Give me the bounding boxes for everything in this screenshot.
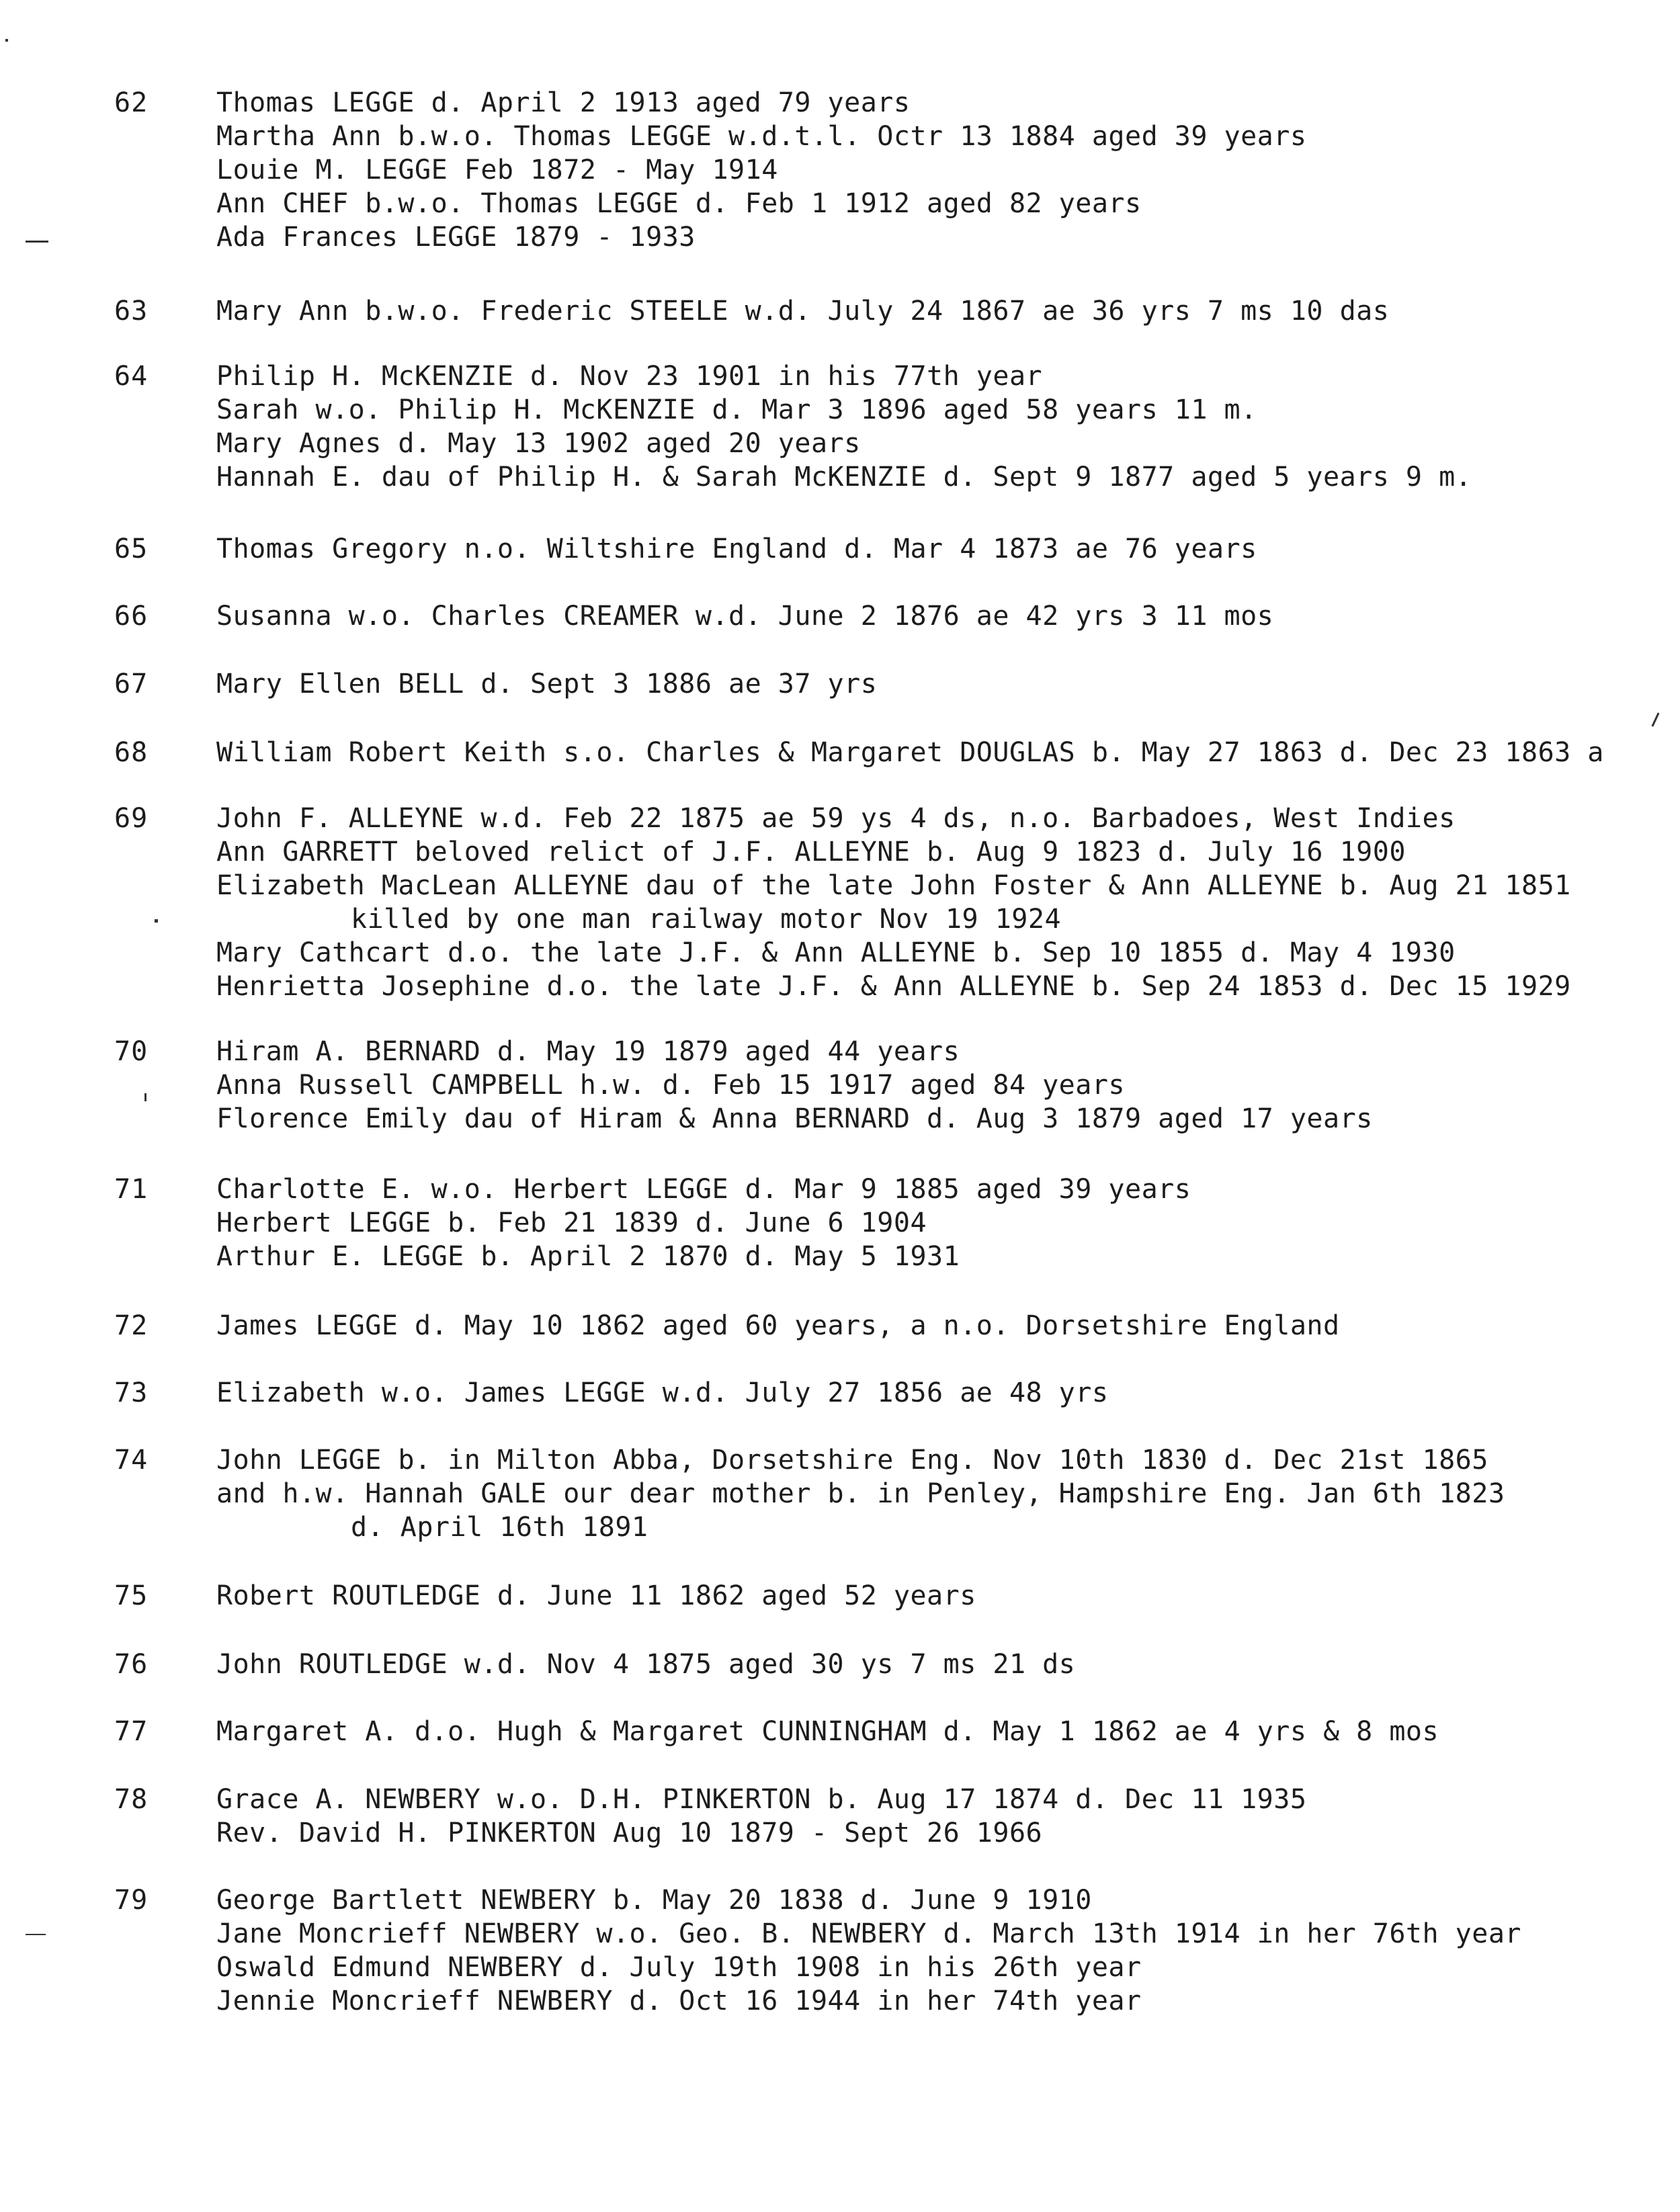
entry-line: Louie M. LEGGE Feb 1872 - May 1914 (216, 155, 778, 185)
entry-number: 67 (114, 669, 149, 699)
entry-lines (216, 802, 1571, 1003)
entry-line: Hiram A. BERNARD d. May 19 1879 aged 44 years (216, 1036, 960, 1067)
entry-line: and h.w. Hannah GALE our dear mother b. in Penley, Hampshire Eng. Jan 6th 1823 (216, 1478, 1505, 1509)
entry-line: Ada Frances LEGGE 1879 - 1933 (216, 222, 696, 253)
entry-line: Charlotte E. w.o. Herbert LEGGE d. Mar 9 1885 aged 39 years (216, 1174, 1191, 1205)
entry-lines (216, 1443, 1505, 1544)
entry-line: Ann CHEF b.w.o. Thomas LEGGE d. Feb 1 1912 aged 82 years (216, 188, 1142, 219)
entry-line: Oswald Edmund NEWBERY d. July 19th 1908 in his 26th year (216, 1952, 1142, 1983)
entry-number: 62 (114, 87, 149, 118)
entry-line: Elizabeth w.o. James LEGGE w.d. July 27 1856 ae 48 yrs (216, 1377, 1109, 1408)
scan-mark (5, 39, 8, 42)
entry-number: 69 (114, 803, 149, 834)
entry-line: Martha Ann b.w.o. Thomas LEGGE w.d.t.l. Octr 13 1884 aged 39 years (216, 121, 1307, 152)
entry-line: Mary Ann b.w.o. Frederic STEELE w.d. July 24 1867 ae 36 yrs 7 ms 10 das (216, 296, 1390, 327)
entry-line: Arthur E. LEGGE b. April 2 1870 d. May 5 1931 (216, 1241, 960, 1272)
entry-number: 75 (114, 1580, 149, 1611)
entry-line: John F. ALLEYNE w.d. Feb 22 1875 ae 59 ys 4 ds, n.o. Barbadoes, West Indies (216, 803, 1456, 834)
entry-line: Hannah E. dau of Philip H. & Sarah McKENZIE d. Sept 9 1877 aged 5 years 9 m. (216, 462, 1472, 493)
entry-number: 65 (114, 534, 149, 564)
entry-line: Mary Agnes d. May 13 1902 aged 20 years (216, 428, 861, 459)
entry-number: 71 (114, 1174, 149, 1205)
entry-number: 72 (114, 1310, 149, 1341)
entry-lines (216, 1579, 976, 1613)
scan-mark (26, 1934, 46, 1935)
entry-line: Ann GARRETT beloved relict of J.F. ALLEYNE b. Aug 9 1823 d. July 16 1900 (216, 837, 1406, 867)
entry-number: 66 (114, 601, 149, 632)
entry-lines (216, 1309, 1340, 1343)
entry-line: Rev. David H. PINKERTON Aug 10 1879 - Sept 26 1966 (216, 1818, 1043, 1848)
entry-number: 70 (114, 1036, 149, 1067)
entry-line: Margaret A. d.o. Hugh & Margaret CUNNINGHAM d. May 1 1862 ae 4 yrs & 8 mos (216, 1716, 1439, 1747)
entry-number: 64 (114, 361, 149, 392)
entry-lines (216, 294, 1389, 328)
entry-line: Grace A. NEWBERY w.o. D.H. PINKERTON b. Aug 17 1874 d. Dec 11 1935 (216, 1784, 1307, 1815)
scan-mark (26, 241, 48, 243)
entry-line: Elizabeth MacLean ALLEYNE dau of the late John Foster & Ann ALLEYNE b. Aug 21 1851 (216, 870, 1571, 901)
entry-line: Susanna w.o. Charles CREAMER w.d. June 2 1876 ae 42 yrs 3 11 mos (216, 601, 1274, 632)
entry-line: Thomas LEGGE d. April 2 1913 aged 79 years (216, 87, 911, 118)
entry-number: 74 (114, 1445, 149, 1476)
entry-line: Robert ROUTLEDGE d. June 11 1862 aged 52 years (216, 1580, 976, 1611)
entry-lines (216, 1173, 1191, 1273)
entry-line: George Bartlett NEWBERY b. May 20 1838 d. June 9 1910 (216, 1885, 1092, 1916)
entry-lines (216, 667, 877, 701)
scan-mark (1651, 712, 1659, 726)
entry-line: Mary Cathcart d.o. the late J.F. & Ann ALLEYNE b. Sep 10 1855 d. May 4 1930 (216, 937, 1456, 968)
entry-lines (216, 1715, 1439, 1748)
entry-number: 77 (114, 1716, 149, 1747)
entry-lines (216, 1883, 1521, 2018)
entry-line: d. April 16th 1891 (351, 1512, 648, 1543)
entry-lines (216, 1648, 1075, 1681)
entry-lines (216, 532, 1257, 566)
entry-line: Jennie Moncrieff NEWBERY d. Oct 16 1944 in her 74th year (216, 1986, 1142, 2016)
scan-mark (144, 1093, 146, 1101)
entry-lines (216, 1783, 1306, 1850)
entry-line: Philip H. McKENZIE d. Nov 23 1901 in his 77th year (216, 361, 1043, 392)
entry-line: William Robert Keith s.o. Charles & Margaret DOUGLAS b. May 27 1863 d. Dec 23 1863 a (216, 737, 1604, 768)
entry-lines (216, 599, 1273, 633)
entry-line: Jane Moncrieff NEWBERY w.o. Geo. B. NEWBERY d. March 13th 1914 in her 76th year (216, 1918, 1521, 1949)
entry-line: Thomas Gregory n.o. Wiltshire England d. Mar 4 1873 ae 76 years (216, 534, 1257, 564)
entry-line: Henrietta Josephine d.o. the late J.F. & Ann ALLEYNE b. Sep 24 1853 d. Dec 15 1929 (216, 971, 1571, 1002)
entry-number: 79 (114, 1885, 149, 1916)
entry-number: 73 (114, 1377, 149, 1408)
entry-lines (216, 736, 1604, 769)
entry-number: 68 (114, 737, 149, 768)
entry-number: 76 (114, 1649, 149, 1680)
entry-line: killed by one man railway motor Nov 19 1924 (351, 904, 1062, 935)
entry-line: Florence Emily dau of Hiram & Anna BERNARD d. Aug 3 1879 aged 17 years (216, 1103, 1373, 1134)
entry-line: John ROUTLEDGE w.d. Nov 4 1875 aged 30 ys 7 ms 21 ds (216, 1649, 1076, 1680)
entry-lines (216, 359, 1472, 494)
entry-number: 78 (114, 1784, 149, 1815)
entry-line: John LEGGE b. in Milton Abba, Dorsetshire Eng. Nov 10th 1830 d. Dec 21st 1865 (216, 1445, 1488, 1476)
entry-line: James LEGGE d. May 10 1862 aged 60 years, a n.o. Dorsetshire England (216, 1310, 1340, 1341)
scan-mark (155, 919, 158, 923)
entry-lines (216, 86, 1306, 254)
entry-number: 63 (114, 296, 149, 327)
entry-line: Sarah w.o. Philip H. McKENZIE d. Mar 3 1896 aged 58 years 11 m. (216, 394, 1257, 425)
entry-line: Mary Ellen BELL d. Sept 3 1886 ae 37 yrs (216, 669, 878, 699)
entry-lines (216, 1376, 1108, 1410)
entry-lines (216, 1035, 1373, 1136)
entry-line: Anna Russell CAMPBELL h.w. d. Feb 15 1917 aged 84 years (216, 1070, 1126, 1101)
entry-line: Herbert LEGGE b. Feb 21 1839 d. June 6 1904 (216, 1207, 927, 1238)
